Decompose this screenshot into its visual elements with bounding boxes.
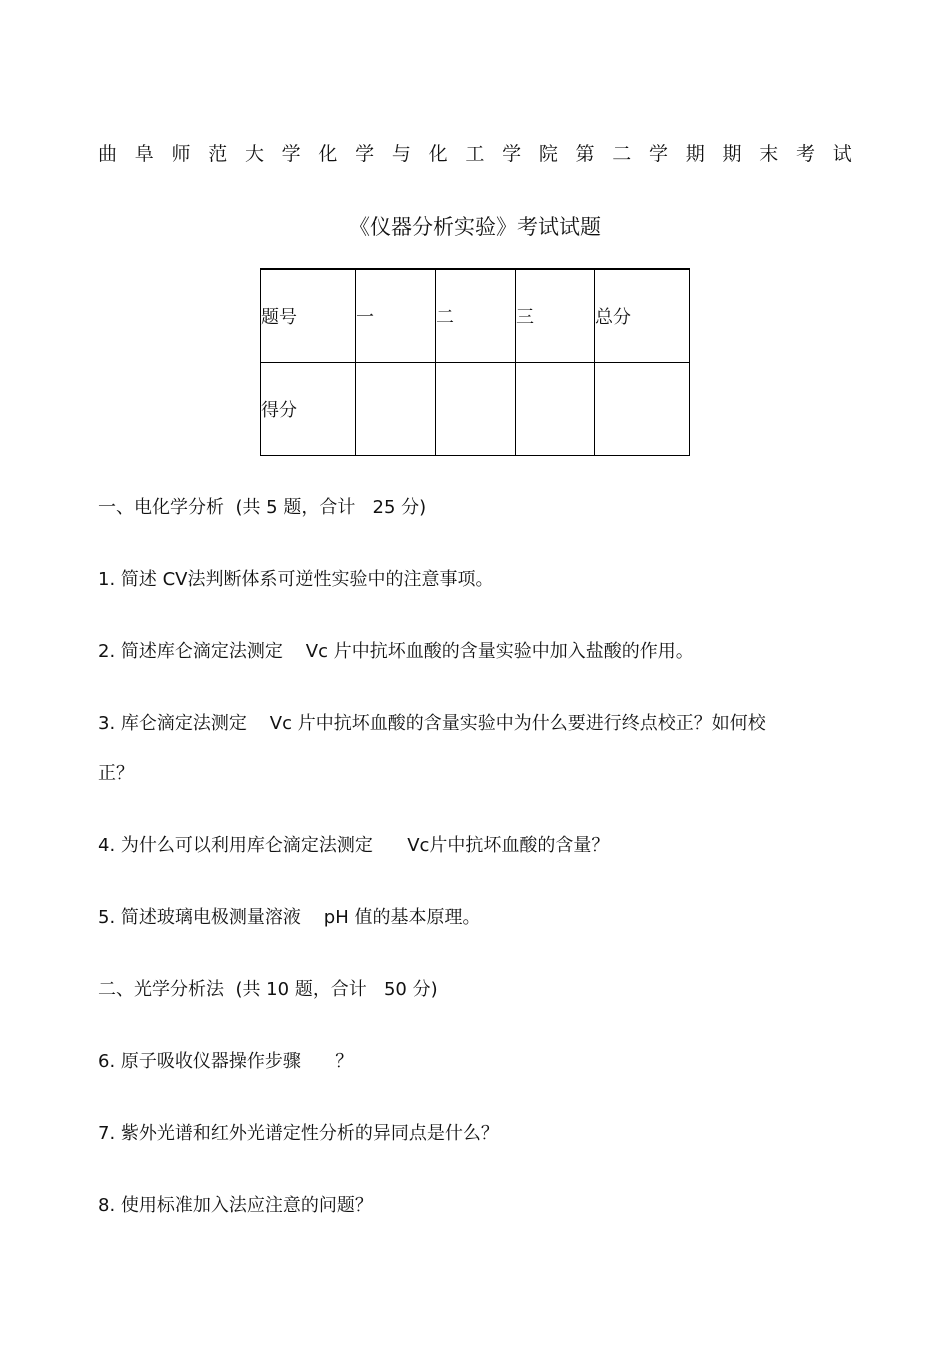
header-char: 学 [649,143,669,165]
score-table-header-row [261,269,690,363]
score-header-cell: 二 [436,269,516,363]
exam-title: 《仪器分析实验》考试试题 [349,215,601,239]
score-row-label: 得分 [261,363,356,456]
score-header-cell: 一 [356,269,436,363]
question-7: 7. 紫外光谱和红外光谱定性分析的异同点是什么？ [98,1123,499,1144]
question-8: 8. 使用标准加入法应注意的问题？ [98,1195,373,1216]
score-cell-1 [356,363,436,456]
header-char: 院 [538,143,558,165]
score-cell-3 [516,363,595,456]
score-table-score-row [261,363,690,456]
header-char: 学 [281,143,301,165]
header-char: 二 [612,143,632,165]
header-char: 与 [391,143,411,165]
header-char: 曲 [98,143,118,165]
header-char: 第 [575,143,595,165]
score-cell-total [595,363,690,456]
header-char: 化 [428,143,448,165]
header-char: 期 [722,143,742,165]
header-char: 期 [685,143,705,165]
header-char: 学 [355,143,375,165]
header-char: 师 [171,143,191,165]
score-table [260,268,690,456]
score-header-cell: 三 [516,269,595,363]
score-header-cell: 总分 [595,269,690,363]
header-char: 化 [318,143,338,165]
header-char: 工 [465,143,485,165]
header-char: 范 [208,143,228,165]
question-4: 4. 为什么可以利用库仑滴定法测定 Vc片中抗坏血酸的含量？ [98,835,610,856]
header-char: 学 [502,143,522,165]
header-char: 考 [795,143,815,165]
section-title-optical: 二、光学分析法 (共 10 题，合计 50 分) [98,979,438,1000]
question-5: 5. 简述玻璃电极测量溶液 pH 值的基本原理。 [98,907,481,928]
header-char: 阜 [134,143,154,165]
header-char: 试 [832,143,852,165]
question-3-continued: 正？ [98,763,134,784]
score-cell-2 [436,363,516,456]
score-header-cell: 题号 [261,269,356,363]
section-title-electrochem: 一、电化学分析 (共 5 题，合计 25 分) [98,497,427,518]
question-6: 6. 原子吸收仪器操作步骤 ？ [98,1051,354,1072]
question-3: 3. 库仑滴定法测定 Vc 片中抗坏血酸的含量实验中为什么要进行终点校正？如何校 [98,713,766,734]
header-char: 末 [759,143,779,165]
question-2: 2. 简述库仑滴定法测定 Vc 片中抗坏血酸的含量实验中加入盐酸的作用。 [98,641,694,662]
question-1: 1. 简述 CV法判断体系可逆性实验中的注意事项。 [98,569,494,590]
school-header [98,142,852,166]
header-char: 大 [244,143,264,165]
